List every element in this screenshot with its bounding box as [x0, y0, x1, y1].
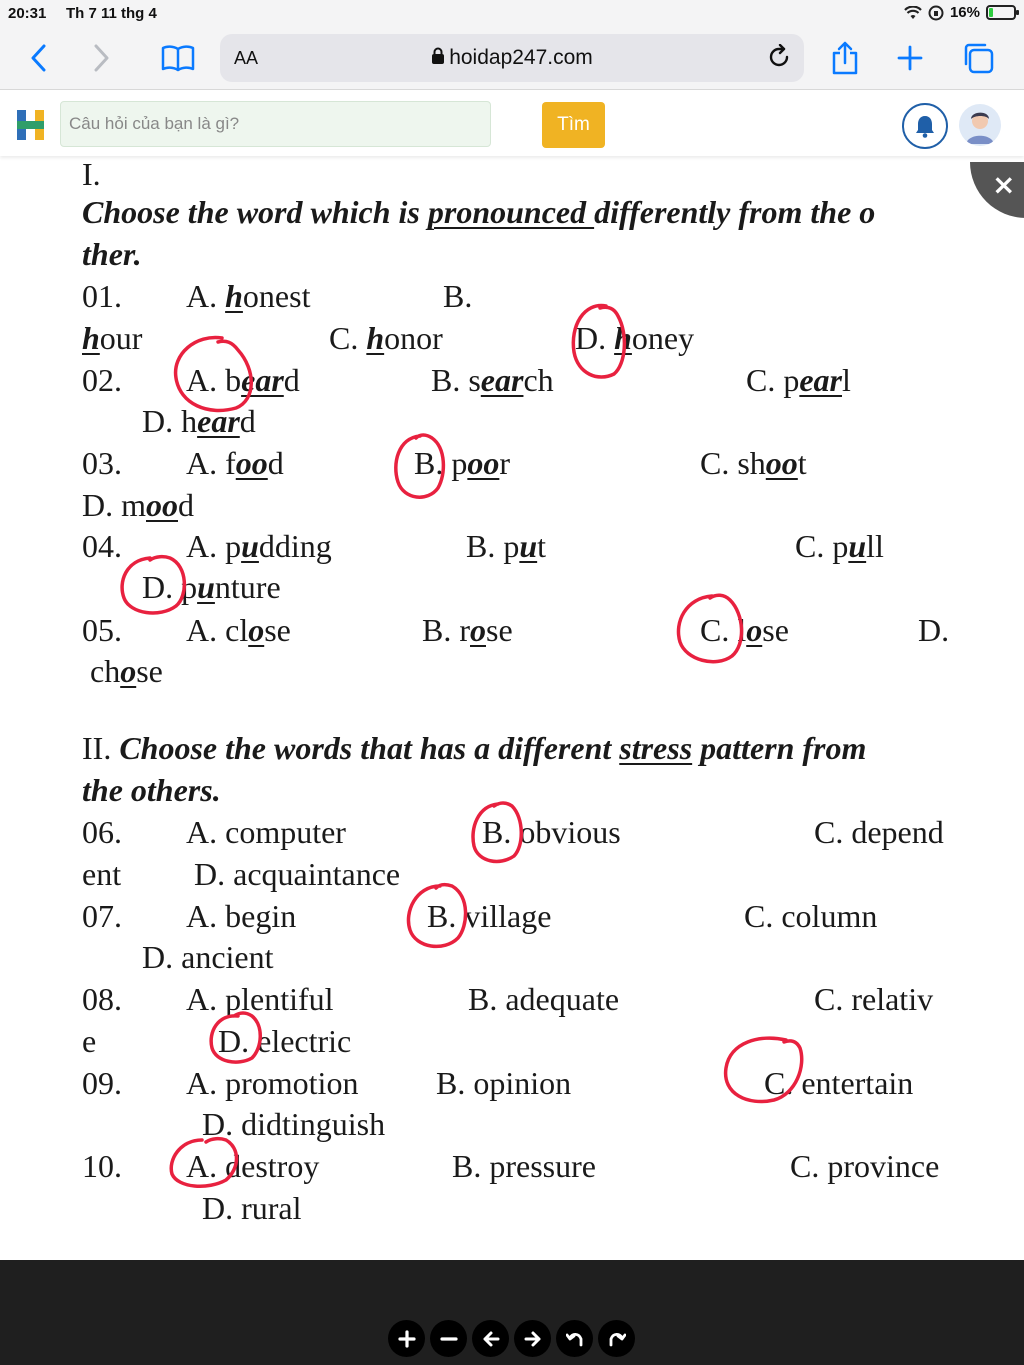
q01-option-d: D. honey [575, 320, 695, 356]
avatar-icon [959, 104, 1001, 146]
section-1-heading: Choose the word which is pronounced differently from the o [82, 194, 876, 230]
tabs-icon [961, 42, 995, 74]
section-2-heading: II. Choose the words that has a different stress pattern from [82, 730, 867, 766]
q07-number: 07. [82, 898, 122, 934]
move-right-button[interactable] [514, 1320, 551, 1357]
q05-option-d-cont: chose [90, 653, 163, 689]
browser-toolbar [0, 28, 1024, 90]
q06-option-a: A. computer [186, 814, 346, 850]
q08-number: 08. [82, 981, 122, 1017]
close-icon: × [992, 168, 1016, 201]
section-1-heading-cont: ther. [82, 236, 142, 272]
q02-number: 02. [82, 362, 122, 398]
status-right [904, 4, 1016, 21]
q06-number: 06. [82, 814, 122, 850]
find-button[interactable]: Tìm [542, 102, 605, 148]
zoom-out-button[interactable] [430, 1320, 467, 1357]
q06-option-b: B. obvious [482, 814, 621, 850]
address-bar[interactable] [220, 34, 804, 82]
zoom-tools [388, 1320, 635, 1357]
plus-icon [398, 1330, 416, 1348]
q01-option-b: B. [443, 278, 473, 314]
tabs-button[interactable] [958, 38, 998, 78]
reload-icon [766, 44, 792, 70]
share-icon [831, 41, 859, 75]
minus-icon [440, 1330, 458, 1348]
undo-icon [566, 1330, 584, 1348]
status-time: 20:31 [8, 5, 47, 22]
q07-option-c: C. column [744, 898, 878, 934]
q06-option-d: D. acquaintance [194, 856, 401, 892]
q07-option-d: D. ancient [142, 939, 274, 975]
q03-option-c: C. shoot [700, 445, 807, 481]
q03-option-b: B. poor [414, 445, 510, 481]
arrow-left-icon [482, 1330, 500, 1348]
url-display [220, 46, 804, 70]
url-text: hoidap247.com [449, 46, 593, 69]
q03-option-d: D. mood [82, 487, 194, 523]
forward-button[interactable] [82, 38, 122, 78]
q03-option-a: A. food [186, 445, 284, 481]
q04-option-b: B. put [466, 528, 547, 564]
q06-option-c-cont: ent [82, 856, 122, 892]
hoidap-logo-icon [15, 108, 47, 142]
bookmarks-button[interactable] [158, 38, 198, 78]
q05-number: 05. [82, 612, 122, 648]
q04-option-a: A. pudding [186, 528, 332, 564]
exercise-document [0, 156, 1024, 1260]
lock-icon [431, 47, 445, 65]
q02-option-c: C. pearl [746, 362, 851, 398]
q05-option-c: C. lose [700, 612, 789, 648]
battery-percent: 16% [949, 4, 980, 21]
underlined-keyword: pronounced [427, 194, 595, 230]
zoom-in-button[interactable] [388, 1320, 425, 1357]
q07-option-a: A. begin [186, 898, 297, 934]
q01-option-b-cont: hour [82, 320, 143, 356]
battery-icon [986, 5, 1016, 20]
move-left-button[interactable] [472, 1320, 509, 1357]
q09-option-b: B. opinion [436, 1065, 572, 1101]
status-date: Th 7 11 thg 4 [66, 5, 157, 22]
chevron-left-icon [30, 44, 46, 72]
chevron-right-icon [94, 44, 110, 72]
q07-option-b: B. village [427, 898, 552, 934]
q02-option-d: D. heard [142, 403, 256, 439]
rotate-right-button[interactable] [598, 1320, 635, 1357]
q10-option-c: C. province [790, 1148, 940, 1184]
section-2-heading-cont: the others. [82, 772, 221, 808]
q09-option-c: C. entertain [764, 1065, 914, 1101]
rotate-left-button[interactable] [556, 1320, 593, 1357]
q08-option-c-cont: e [82, 1023, 97, 1059]
q08-option-c: C. relativ [814, 981, 934, 1017]
section-1-number: I. [82, 156, 101, 192]
back-button[interactable] [18, 38, 58, 78]
q03-number: 03. [82, 445, 122, 481]
q05-option-b: B. rose [422, 612, 513, 648]
q09-option-a: A. promotion [186, 1065, 359, 1101]
section-2-number: II. [82, 730, 120, 766]
q04-number: 04. [82, 528, 122, 564]
underlined-keyword: stress [619, 730, 693, 766]
bottom-toolbar [0, 1260, 1024, 1365]
q01-option-a: A. honest [186, 278, 311, 314]
q04-option-c: C. pull [795, 528, 884, 564]
q02-option-a: A. beard [186, 362, 300, 398]
reload-button[interactable] [766, 44, 792, 75]
site-header [0, 90, 1024, 156]
orientation-lock-icon [928, 5, 944, 21]
redo-icon [608, 1330, 626, 1348]
q10-number: 10. [82, 1148, 122, 1184]
book-icon [161, 44, 195, 72]
wifi-icon [904, 6, 922, 20]
notification-button[interactable] [902, 103, 948, 149]
q10-option-a: A. destroy [186, 1148, 320, 1184]
text-size-button[interactable]: AA [234, 48, 259, 68]
q09-number: 09. [82, 1065, 122, 1101]
q09-option-d: D. didtinguish [202, 1106, 386, 1142]
share-button[interactable] [825, 38, 865, 78]
new-tab-button[interactable] [890, 38, 930, 78]
q08-option-b: B. adequate [468, 981, 620, 1017]
q05-option-a: A. close [186, 612, 291, 648]
site-logo[interactable] [15, 108, 47, 147]
q10-option-b: B. pressure [452, 1148, 596, 1184]
user-avatar[interactable] [959, 104, 1001, 146]
q02-option-b: B. search [431, 362, 554, 398]
status-bar [0, 0, 1024, 28]
q04-option-d: D. punture [142, 569, 281, 605]
q10-option-d: D. rural [202, 1190, 302, 1226]
plus-icon [897, 45, 923, 71]
bell-icon [914, 114, 936, 138]
arrow-right-icon [524, 1330, 542, 1348]
q06-option-c: C. depend [814, 814, 944, 850]
q08-option-d: D. electric [218, 1023, 352, 1059]
q01-number: 01. [82, 278, 122, 314]
q08-option-a: A. plentiful [186, 981, 334, 1017]
q05-option-d: D. [918, 612, 950, 648]
search-input[interactable]: Câu hỏi của bạn là gì? [60, 101, 491, 147]
q01-option-c: C. honor [329, 320, 443, 356]
